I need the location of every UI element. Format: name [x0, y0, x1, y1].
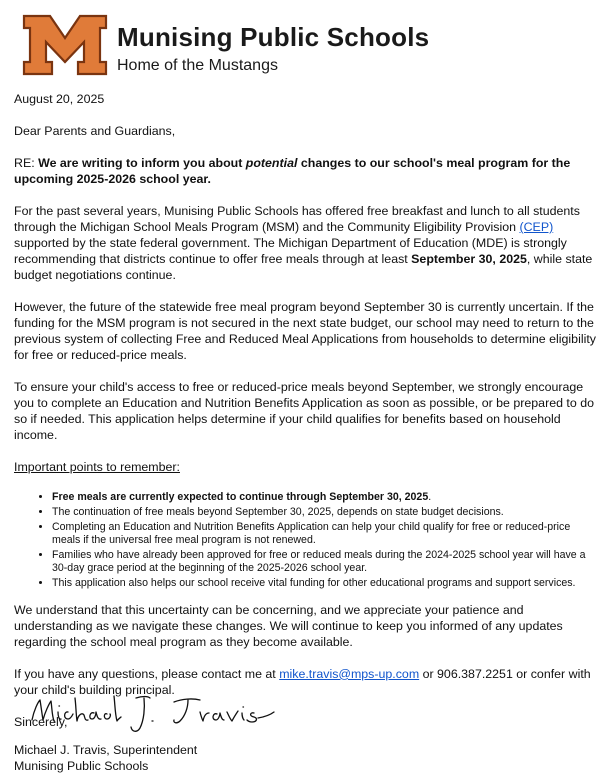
- important-points-heading: Important points to remember:: [14, 460, 180, 474]
- cep-link[interactable]: (CEP): [519, 220, 554, 234]
- school-tagline: Home of the Mustangs: [117, 57, 278, 74]
- list-item: • The continuation of free meals beyond September 30, 2025, depends on state budget decisions.: [52, 506, 596, 519]
- list-item: • This application also helps our school receive vital funding for other educational programs and support services.: [52, 577, 596, 590]
- list-item: • Families who have already been approved for free or reduced meals during the 2024-2025 school year will have a 30-day grace period at the beginning of the 2025-2026 school year.: [52, 549, 596, 575]
- list-item: • Completing an Education and Nutrition Benefits Application can help your child qualify for free or reduced-price meals if the universal free meal program is not renewed.: [52, 521, 596, 547]
- important-points-list: [14, 491, 596, 590]
- closing: Sincerely,: [14, 714, 68, 729]
- school-name: Munising Public Schools: [117, 22, 430, 52]
- signature-block: [14, 742, 197, 774]
- letter-date: August 20, 2025: [14, 92, 105, 106]
- paragraph-background: For the past several years, Munising Public Schools has offered free breakfast and lunch to all students through the Michigan School Meals Program (MSM) and the Community Eligibility Provision (CEP) supported by the state federal government. The Michigan Department of Education (MDE) is strongly recommending that districts continue to offer free meals through at least September 30, 2025, while state budget negotiations continue.: [14, 204, 593, 282]
- re-line: RE: We are writing to inform you about potential changes to our school's meal program for the upcoming 2025-2026 school year.: [14, 156, 571, 186]
- school-logo-m: [22, 14, 108, 76]
- signer-name-title: Michael J. Travis, Superintendent: [14, 743, 198, 757]
- signer-organization: Munising Public Schools: [14, 759, 149, 773]
- paragraph-uncertainty: However, the future of the statewide free meal program beyond September 30 is currently uncertain. If the funding for the MSM program is not secured in the next state budget, our school may need to return to the previous system of collecting Free and Reduced Meal Applications from households to determine eligibility for free or reduced-price meals.: [14, 300, 596, 362]
- email-link[interactable]: mike.travis@mps-up.com: [279, 666, 420, 681]
- letterhead: [18, 14, 598, 80]
- paragraph-understanding: We understand that this uncertainty can be concerning, and we appreciate your patience and understanding as we navigate these changes. We will continue to keep you informed of any updates regarding the school meal program as they become available.: [14, 602, 563, 649]
- list-item: • Free meals are currently expected to continue through September 30, 2025.: [52, 491, 596, 504]
- salutation: Dear Parents and Guardians,: [14, 124, 176, 138]
- paragraph-application: To ensure your child's access to free or reduced-price meals beyond September, we strongly encourage you to complete an Education and Nutrition Benefits Application as soon as possible, or be prepared to do so if needed. This application helps determine if your child qualifies for benefits based on household income.: [14, 380, 594, 442]
- letter-body: [14, 91, 596, 730]
- handwritten-signature: [28, 690, 278, 736]
- paragraph-contact: If you have any questions, please contact me at mike.travis@mps-up.com or 906.387.2251 or confer with your child's building principal.: [14, 666, 591, 697]
